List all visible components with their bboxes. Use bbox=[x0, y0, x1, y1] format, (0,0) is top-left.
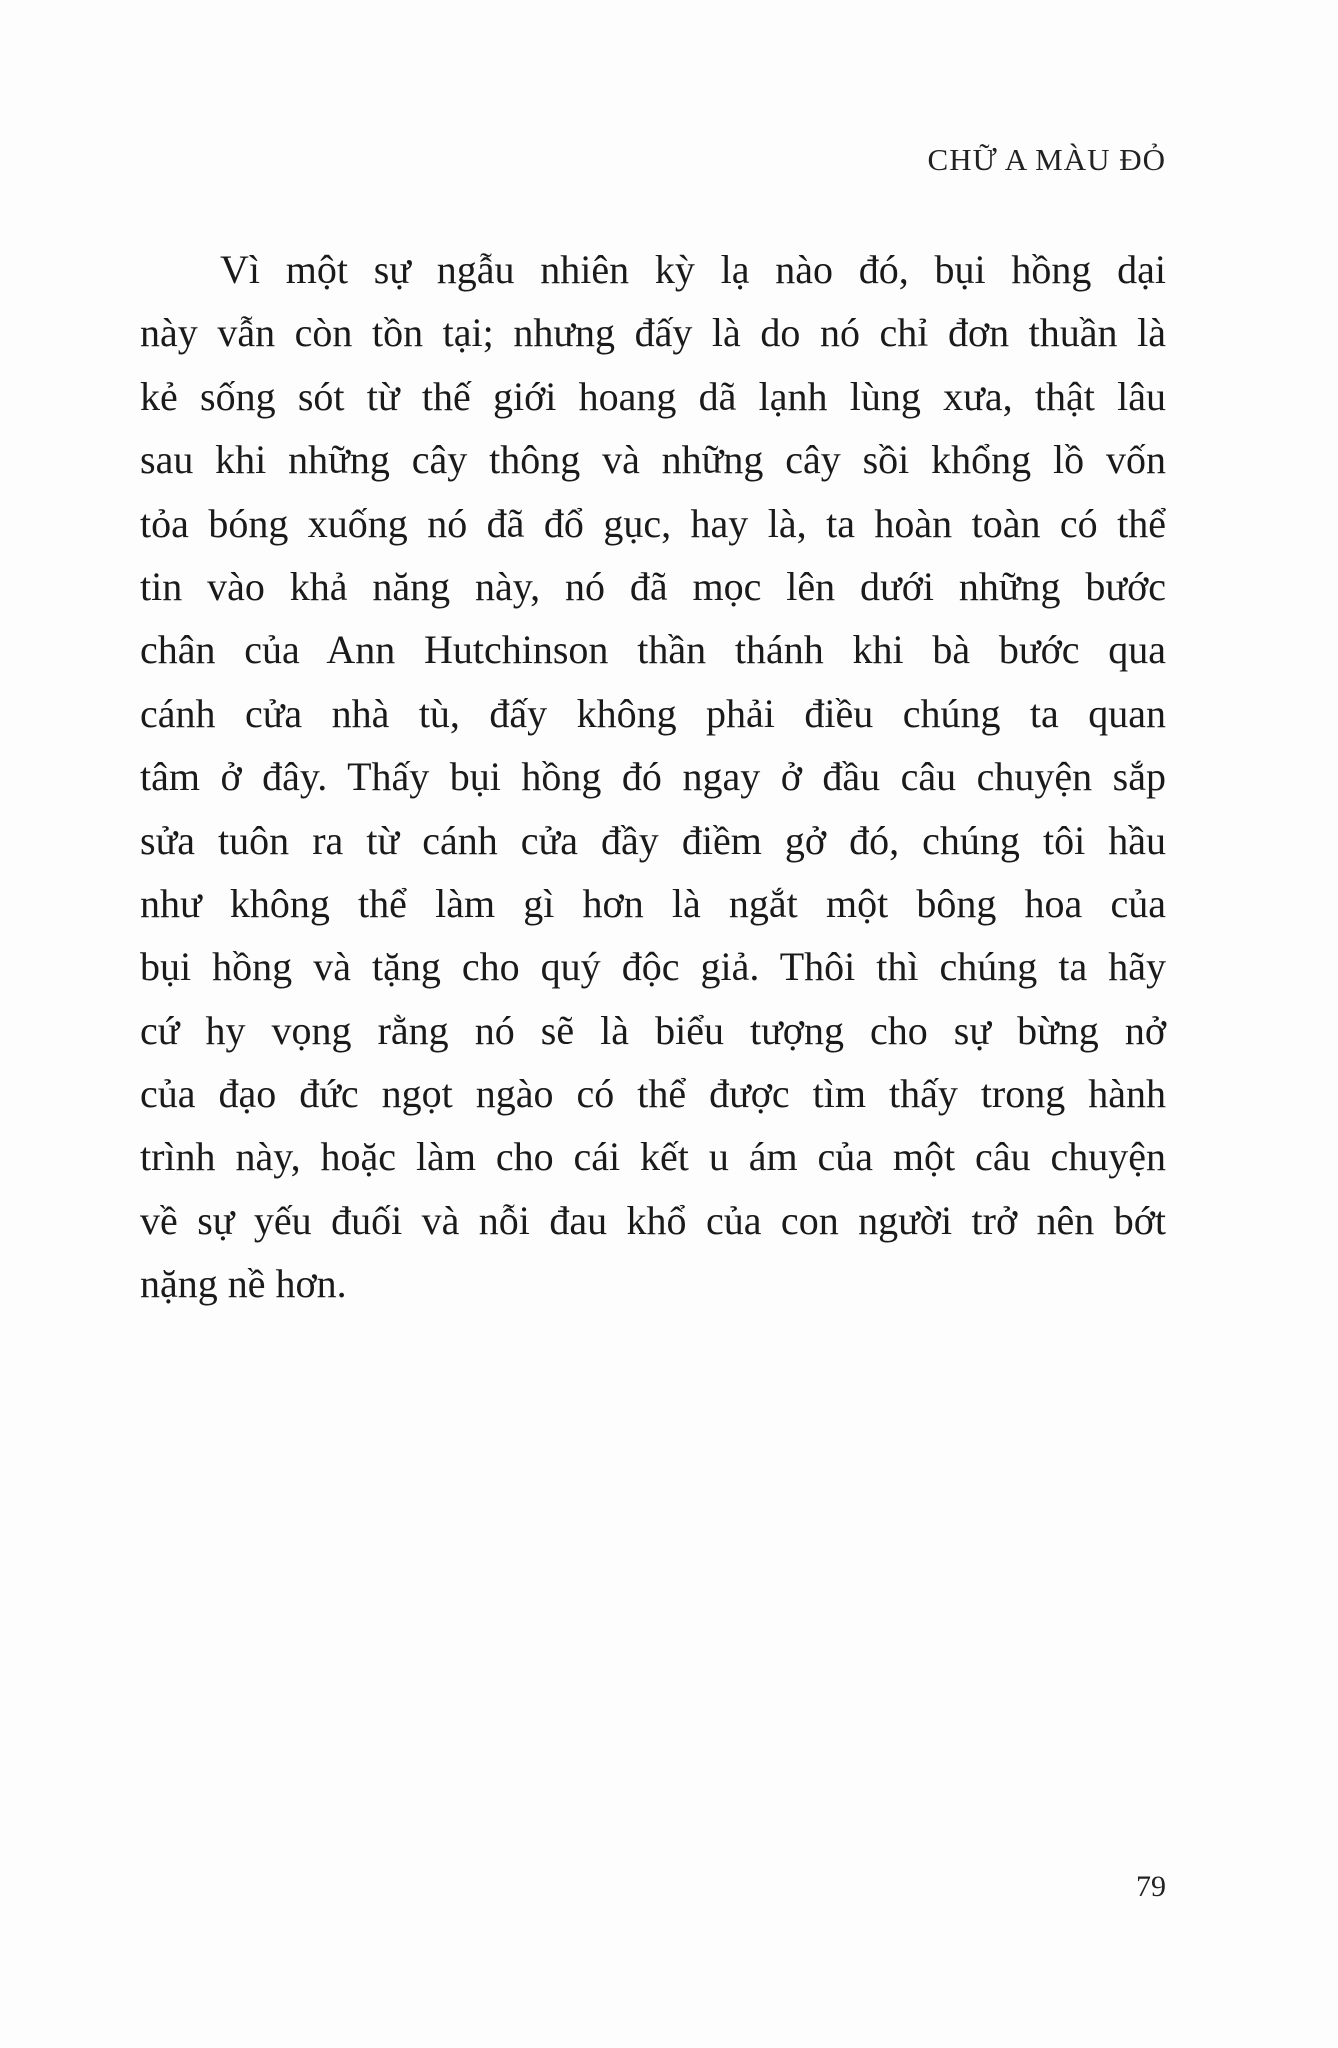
text-line: của đạo đức ngọt ngào có thể được tìm thấy trong hành bbox=[140, 1071, 1166, 1117]
text-line: sửa tuôn ra từ cánh cửa đầy điềm gở đó, chúng tôi hầu bbox=[140, 817, 1166, 863]
text-line: tâm ở đây. Thấy bụi hồng đó ngay ở đầu câu chuyện sắp bbox=[140, 754, 1166, 800]
text-line: kẻ sống sót từ thế giới hoang dã lạnh lùng xưa, thật lâu bbox=[140, 373, 1166, 419]
text-line: chân của Ann Hutchinson thần thánh khi bà bước qua bbox=[140, 627, 1166, 673]
text-line: như không thể làm gì hơn là ngắt một bông hoa của bbox=[140, 880, 1166, 926]
text-line: Vì một sự ngẫu nhiên kỳ lạ nào đó, bụi hồng dại bbox=[220, 247, 1166, 292]
text-line: tin vào khả năng này, nó đã mọc lên dưới những bước bbox=[140, 563, 1166, 609]
text-line: cánh cửa nhà tù, đấy không phải điều chúng ta quan bbox=[140, 690, 1166, 736]
text-line: về sự yếu đuối và nỗi đau khổ của con người trở nên bớt bbox=[140, 1197, 1166, 1243]
page-number: 79 bbox=[1136, 1870, 1166, 1903]
text-line: nặng nề hơn. bbox=[140, 1261, 347, 1307]
text-line: trình này, hoặc làm cho cái kết u ám của một câu chuyện bbox=[140, 1134, 1166, 1180]
text-line: cứ hy vọng rằng nó sẽ là biểu tượng cho sự bừng nở bbox=[140, 1007, 1166, 1053]
text-line: sau khi những cây thông và những cây sồi khổng lồ vốn bbox=[140, 437, 1166, 483]
text-line: tỏa bóng xuống nó đã đổ gục, hay là, ta hoàn toàn có thể bbox=[140, 500, 1166, 546]
running-head: CHỮ A MÀU ĐỎ bbox=[927, 142, 1166, 177]
body-paragraph bbox=[140, 238, 1166, 1316]
text-line: này vẫn còn tồn tại; nhưng đấy là do nó chỉ đơn thuần là bbox=[140, 310, 1166, 356]
text-line: bụi hồng và tặng cho quý độc giả. Thôi thì chúng ta hãy bbox=[140, 944, 1166, 990]
